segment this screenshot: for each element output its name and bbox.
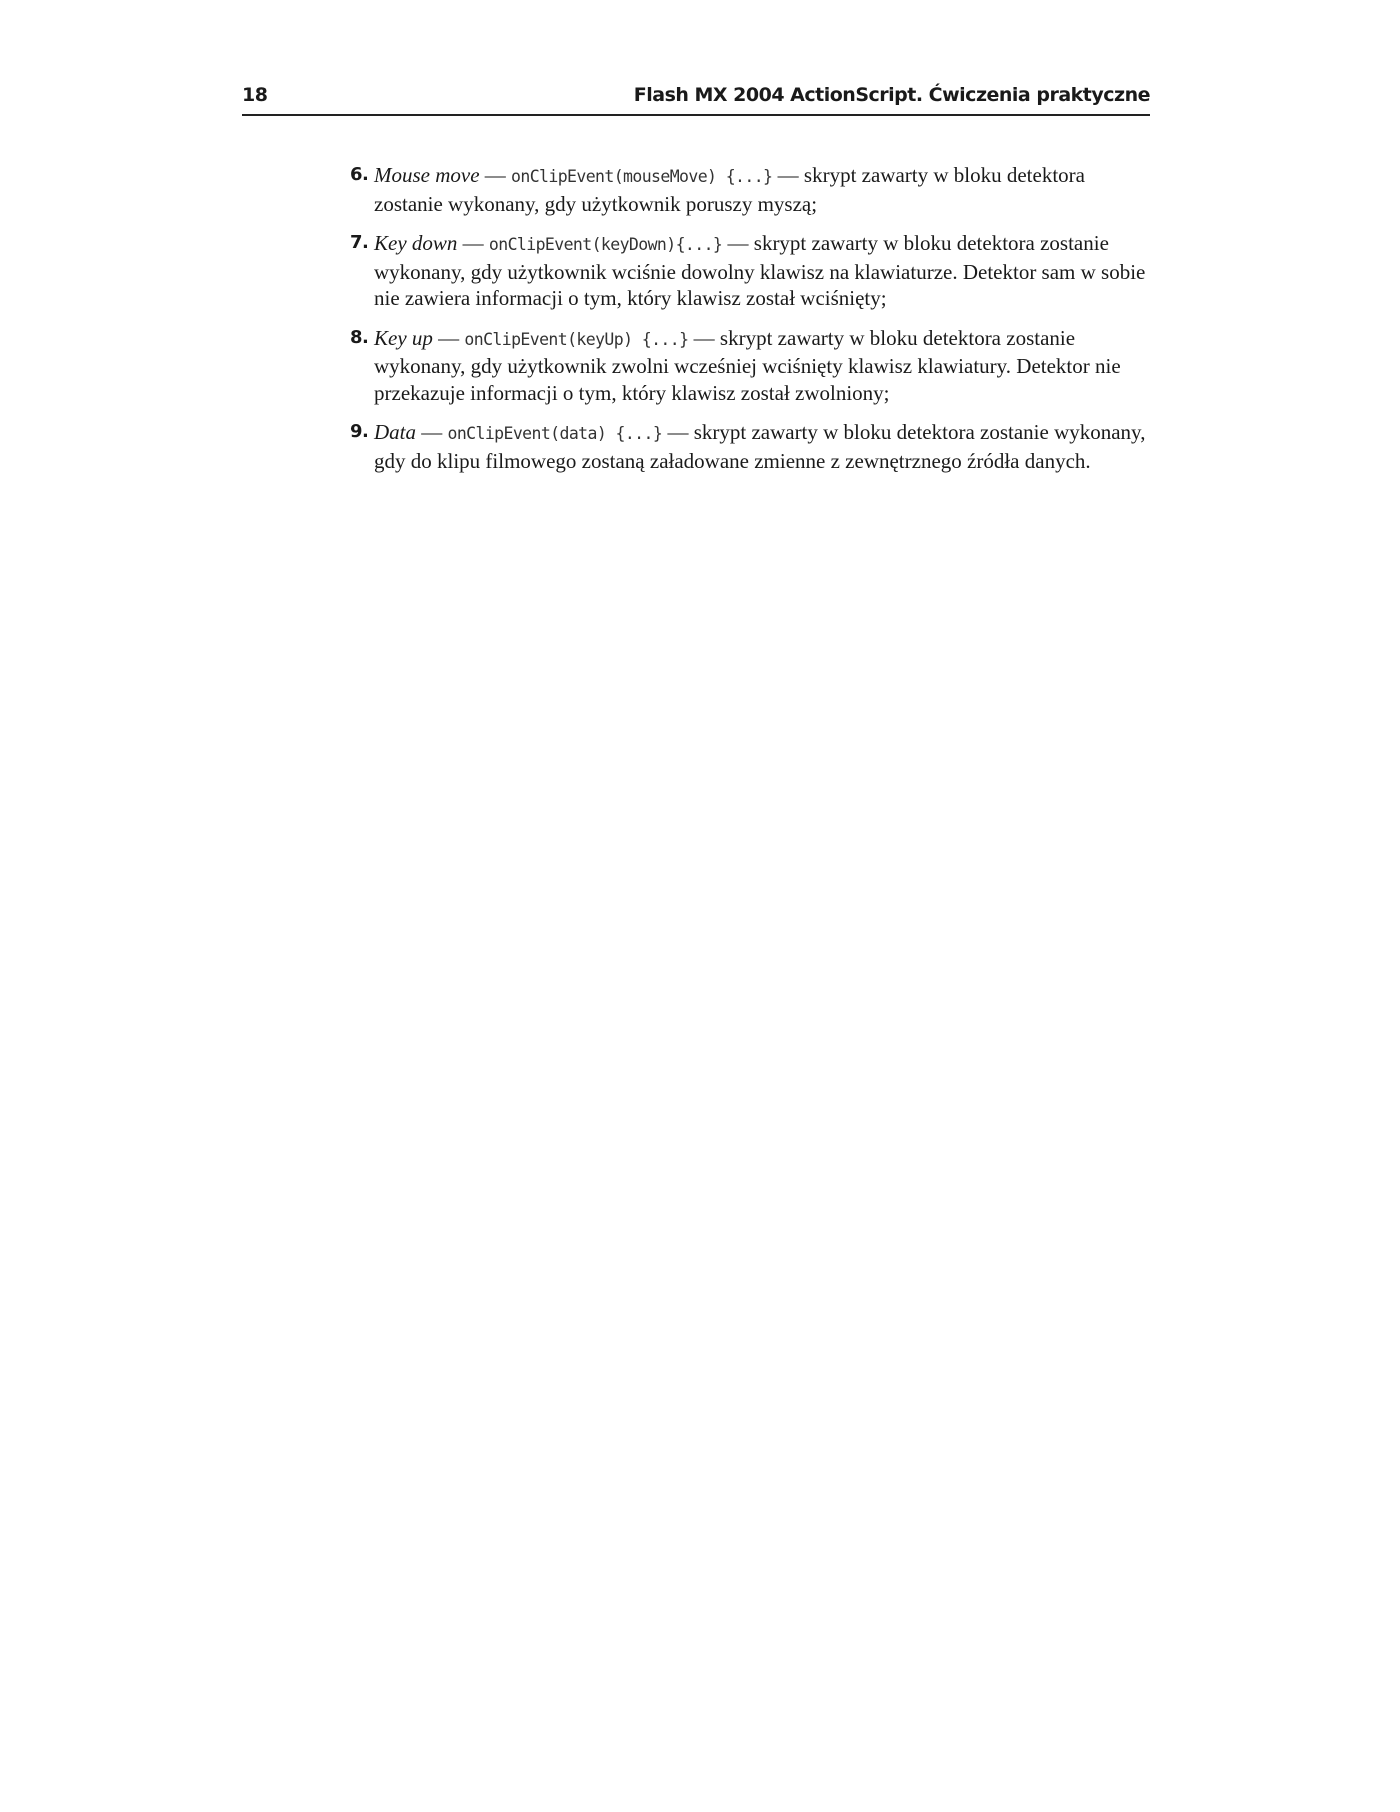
- list-item-data: [350, 419, 1150, 474]
- code-snippet: onClipEvent(keyDown){...}: [488, 235, 723, 254]
- item-description: — skrypt zawarty w bloku detektora zostanie wykonany, gdy do klipu filmowego zostaną załadowane zmienne z zewnętrznego źródła danych.: [374, 420, 1146, 473]
- dash: —: [457, 231, 489, 255]
- running-title: Flash MX 2004 ActionScript. Ćwiczenia praktyczne: [633, 84, 1150, 106]
- item-number: 6.: [350, 164, 369, 185]
- event-name: Mouse move: [374, 163, 480, 187]
- item-description: — skrypt zawarty w bloku detektora zostanie wykonany, gdy użytkownik wciśnie dowolny klawisz na klawiaturze. Detektor sam w sobie nie zawiera informacji o tym, który klawisz został wciśnięty;: [374, 231, 1146, 310]
- item-description: — skrypt zawarty w bloku detektora zostanie wykonany, gdy użytkownik zwolni wcześniej wciśnięty klawisz klawiatury. Detektor nie przekazuje informacji o tym, który klawisz został zwolniony;: [374, 325, 1121, 405]
- code-snippet: onClipEvent(keyUp) {...}: [464, 329, 689, 349]
- list-item-key-down: [350, 230, 1150, 312]
- list-item-mouse-move: [350, 162, 1150, 217]
- dash: —: [416, 420, 448, 444]
- page-number: 18: [242, 84, 268, 106]
- item-number: 8.: [350, 326, 369, 348]
- item-number: 9.: [350, 421, 369, 442]
- event-name: Data: [374, 420, 416, 444]
- dash: —: [479, 163, 512, 187]
- code-snippet: onClipEvent(mouseMove) {...}: [511, 167, 773, 186]
- page-header: [242, 84, 1150, 116]
- list-item-key-up: [350, 325, 1150, 407]
- item-description: — skrypt zawarty w bloku detektora zostanie wykonany, gdy użytkownik poruszy myszą;: [374, 163, 1085, 216]
- event-name: Key up: [374, 325, 433, 350]
- event-name: Key down: [374, 231, 458, 255]
- event-list: [350, 162, 1150, 487]
- dash: —: [432, 325, 465, 350]
- item-number: 7.: [350, 232, 369, 253]
- code-snippet: onClipEvent(data) {...}: [447, 424, 663, 443]
